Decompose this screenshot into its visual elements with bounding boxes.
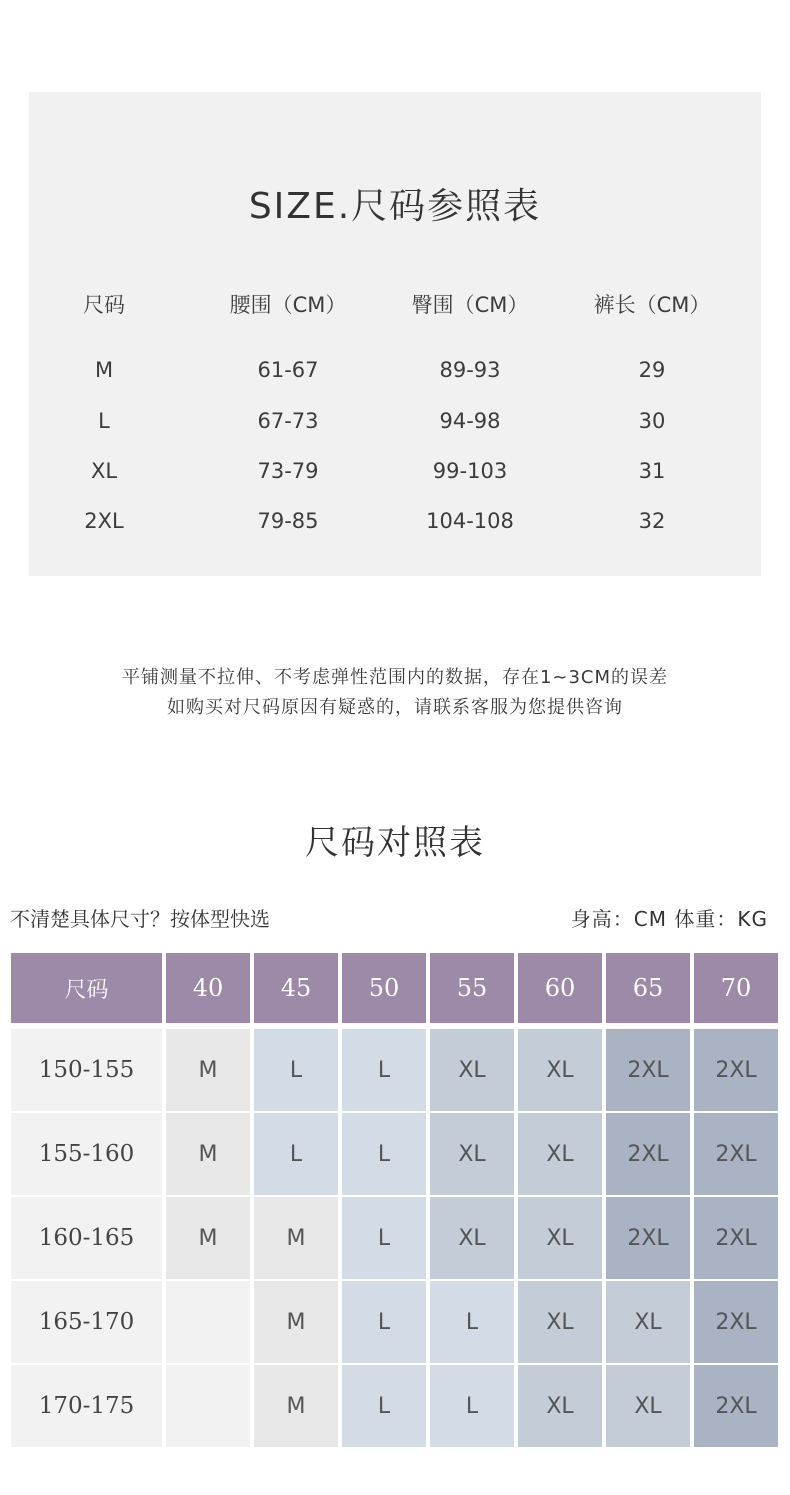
table-cell: 32	[638, 509, 666, 533]
size-cell: M	[254, 1365, 338, 1447]
size-reference-row	[0, 355, 790, 385]
column-header: 臀围（CM）	[411, 293, 529, 317]
size-reference-row	[0, 506, 790, 536]
size-cell: 2XL	[606, 1197, 690, 1279]
table-cell: 2XL	[84, 509, 124, 533]
table-cell: 67-73	[257, 409, 319, 433]
size-cell: L	[342, 1365, 426, 1447]
size-cell: 2XL	[694, 1113, 778, 1195]
size-cell: 2XL	[606, 1029, 690, 1111]
weight-header-cell: 40	[166, 953, 250, 1023]
size-cell: L	[430, 1281, 514, 1363]
size-reference-title: SIZE.尺码参照表	[248, 186, 542, 227]
quick-select-hint: 不清楚具体尺寸？按体型快选	[10, 907, 270, 931]
size-cell: M	[166, 1197, 250, 1279]
size-cell	[166, 1365, 250, 1447]
table-cell: 31	[638, 459, 666, 483]
size-cell: XL	[518, 1281, 602, 1363]
size-cell	[166, 1281, 250, 1363]
size-cell: XL	[430, 1029, 514, 1111]
table-cell: 99-103	[432, 459, 508, 483]
table-cell: 30	[638, 409, 666, 433]
size-cell: XL	[518, 1197, 602, 1279]
height-label-cell: 155-160	[11, 1113, 162, 1195]
size-cell: XL	[430, 1113, 514, 1195]
size-cell: M	[254, 1281, 338, 1363]
table-cell: 94-98	[439, 409, 501, 433]
weight-header-cell: 65	[606, 953, 690, 1023]
size-cell: L	[342, 1197, 426, 1279]
size-cell: 2XL	[694, 1197, 778, 1279]
weight-header-cell: 50	[342, 953, 426, 1023]
size-reference-header	[0, 290, 790, 320]
size-cell: 2XL	[694, 1281, 778, 1363]
column-header: 尺码	[83, 293, 125, 317]
size-cell: XL	[518, 1029, 602, 1111]
height-label-cell: 170-175	[11, 1365, 162, 1447]
weight-header-cell: 60	[518, 953, 602, 1023]
size-cell: M	[166, 1113, 250, 1195]
size-cell: L	[430, 1365, 514, 1447]
column-header: 裤长（CM）	[593, 293, 711, 317]
size-cell: M	[166, 1029, 250, 1111]
table-cell: 89-93	[439, 358, 501, 382]
column-header: 腰围（CM）	[229, 293, 347, 317]
size-chart-title: 尺码对照表	[305, 823, 485, 863]
weight-header-cell: 55	[430, 953, 514, 1023]
size-cell: M	[254, 1197, 338, 1279]
size-cell: XL	[518, 1365, 602, 1447]
measurement-note: 平铺测量不拉伸、不考虑弹性范围内的数据，存在1~3CM的误差	[121, 667, 669, 688]
size-cell: XL	[430, 1197, 514, 1279]
table-cell: 73-79	[257, 459, 319, 483]
weight-header-cell: 45	[254, 953, 338, 1023]
size-cell: L	[342, 1281, 426, 1363]
height-label-cell: 165-170	[11, 1281, 162, 1363]
table-cell: XL	[90, 459, 118, 483]
table-cell: 61-67	[257, 358, 319, 382]
size-cell: XL	[606, 1281, 690, 1363]
table-cell: 104-108	[426, 509, 514, 533]
unit-hint: 身高：CM 体重：KG	[570, 907, 768, 931]
size-cell: 2XL	[694, 1029, 778, 1111]
size-cell: 2XL	[606, 1113, 690, 1195]
table-cell: L	[98, 409, 110, 433]
size-cell: L	[254, 1029, 338, 1111]
size-cell: 2XL	[694, 1365, 778, 1447]
size-reference-row	[0, 406, 790, 436]
size-cell: XL	[518, 1113, 602, 1195]
size-cell: L	[254, 1113, 338, 1195]
contact-note: 如购买对尺码原因有疑惑的，请联系客服为您提供咨询	[167, 697, 623, 718]
size-header-cell: 尺码	[11, 953, 162, 1023]
weight-header-cell: 70	[694, 953, 778, 1023]
height-label-cell: 160-165	[11, 1197, 162, 1279]
size-reference-panel	[29, 92, 761, 576]
size-cell: XL	[606, 1365, 690, 1447]
size-reference-row	[0, 456, 790, 486]
size-cell: L	[342, 1029, 426, 1111]
height-label-cell: 150-155	[11, 1029, 162, 1111]
table-cell: 79-85	[257, 509, 319, 533]
table-cell: 29	[638, 358, 666, 382]
size-cell: L	[342, 1113, 426, 1195]
table-cell: M	[94, 358, 114, 382]
